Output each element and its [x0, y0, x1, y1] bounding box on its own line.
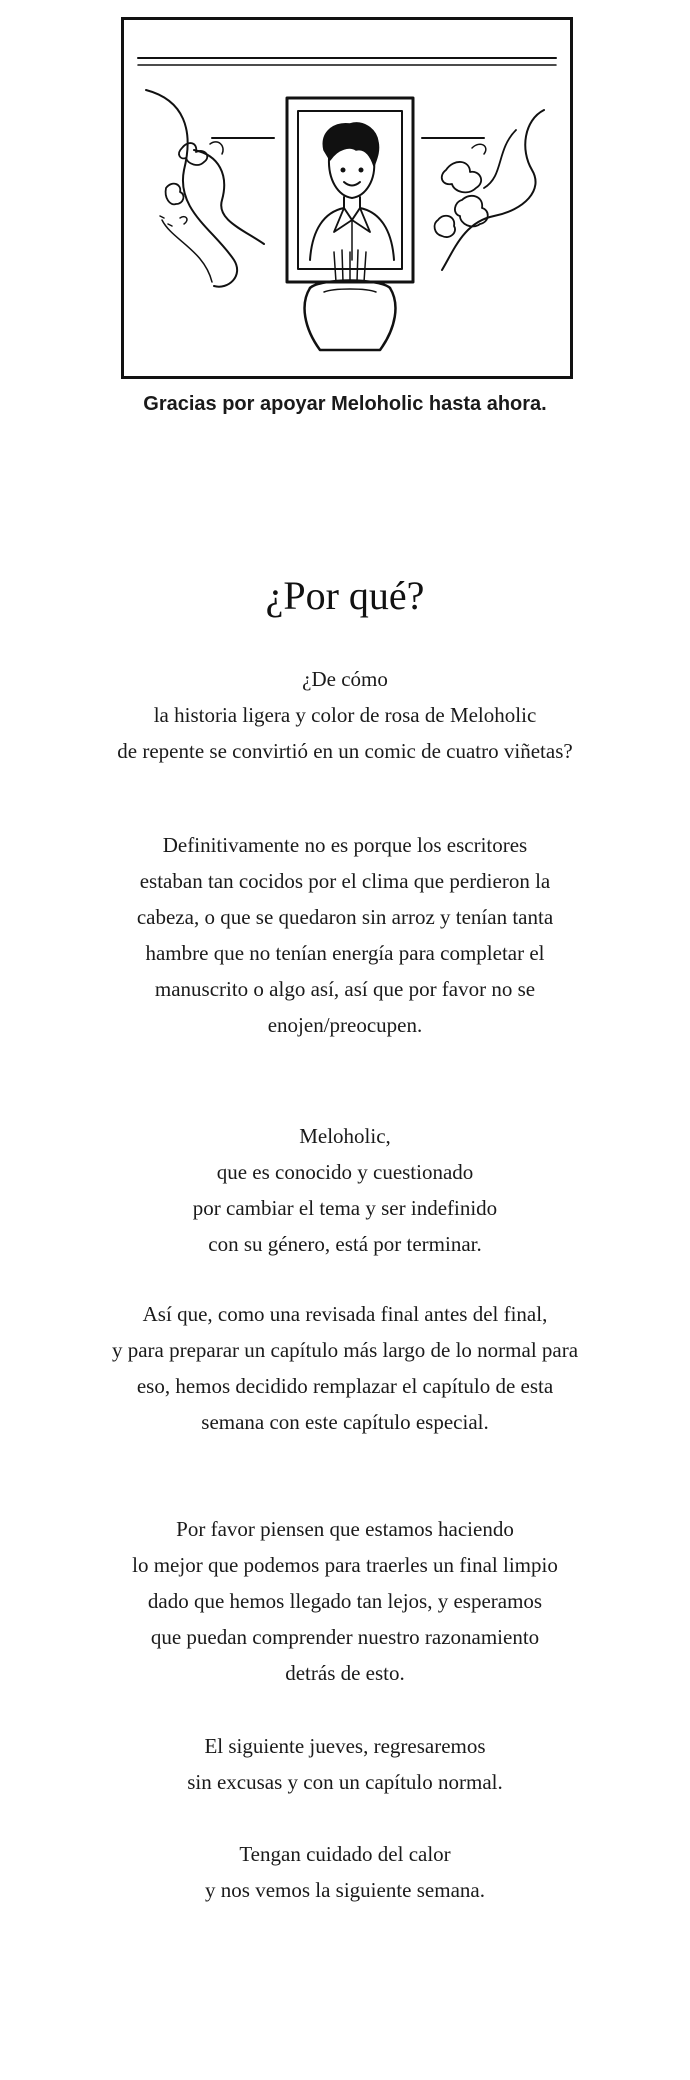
paragraph-2 [0, 827, 690, 1043]
paragraph-line: Así que, como una revisada final antes del final, [142, 1302, 548, 1326]
paragraph-line: Tengan cuidado del calor [239, 1842, 451, 1866]
paragraph-line: enojen/preocupen. [267, 1013, 423, 1037]
paragraph-line: El siguiente jueves, regresaremos [204, 1734, 486, 1758]
paragraph-line: eso, hemos decidido remplazar el capítulo de esta [136, 1374, 554, 1398]
paragraph-line: hambre que no tenían energía para completar el [145, 941, 545, 965]
memorial-portrait-panel [121, 17, 573, 379]
paragraph-line: lo mejor que podemos para traerles un final limpio [132, 1553, 558, 1577]
paragraph-line: manuscrito o algo así, así que por favor no se [154, 977, 536, 1001]
paragraph-5 [0, 1511, 690, 1691]
paragraph-line: dado que hemos llegado tan lejos, y esperamos [147, 1589, 543, 1613]
paragraph-line: que puedan comprender nuestro razonamiento [150, 1625, 540, 1649]
paragraph-6 [0, 1728, 690, 1800]
paragraph-7 [0, 1836, 690, 1908]
paragraph-1 [0, 661, 690, 769]
paragraph-line: sin excusas y con un capítulo normal. [187, 1770, 503, 1794]
paragraph-line: y para preparar un capítulo más largo de lo normal para [111, 1338, 579, 1362]
paragraph-line: estaban tan cocidos por el clima que perdieron la [139, 869, 551, 893]
paragraph-line: la historia ligera y color de rosa de Meloholic [153, 703, 537, 727]
paragraph-line: Por favor piensen que estamos haciendo [176, 1517, 514, 1541]
paragraph-line: con su género, está por terminar. [208, 1232, 482, 1256]
paragraph-line: que es conocido y cuestionado [216, 1160, 474, 1184]
paragraph-line: ¿De cómo [302, 667, 388, 691]
paragraph-3 [0, 1118, 690, 1262]
page-title: ¿Por qué? [265, 573, 425, 618]
memorial-illustration [124, 20, 570, 376]
paragraph-line: por cambiar el tema y ser indefinido [192, 1196, 498, 1220]
paragraph-line: detrás de esto. [285, 1661, 405, 1685]
caption: Gracias por apoyar Meloholic hasta ahora. [143, 393, 547, 415]
paragraph-line: semana con este capítulo especial. [201, 1410, 489, 1434]
paragraph-line: Definitivamente no es porque los escritores [162, 833, 528, 857]
paragraph-line: cabeza, o que se quedaron sin arroz y tenían tanta [136, 905, 554, 929]
paragraph-line: de repente se convirtió en un comic de cuatro viñetas? [117, 739, 573, 763]
paragraph-line: Meloholic, [299, 1124, 391, 1148]
paragraph-line: y nos vemos la siguiente semana. [205, 1878, 485, 1902]
paragraph-4 [0, 1296, 690, 1440]
